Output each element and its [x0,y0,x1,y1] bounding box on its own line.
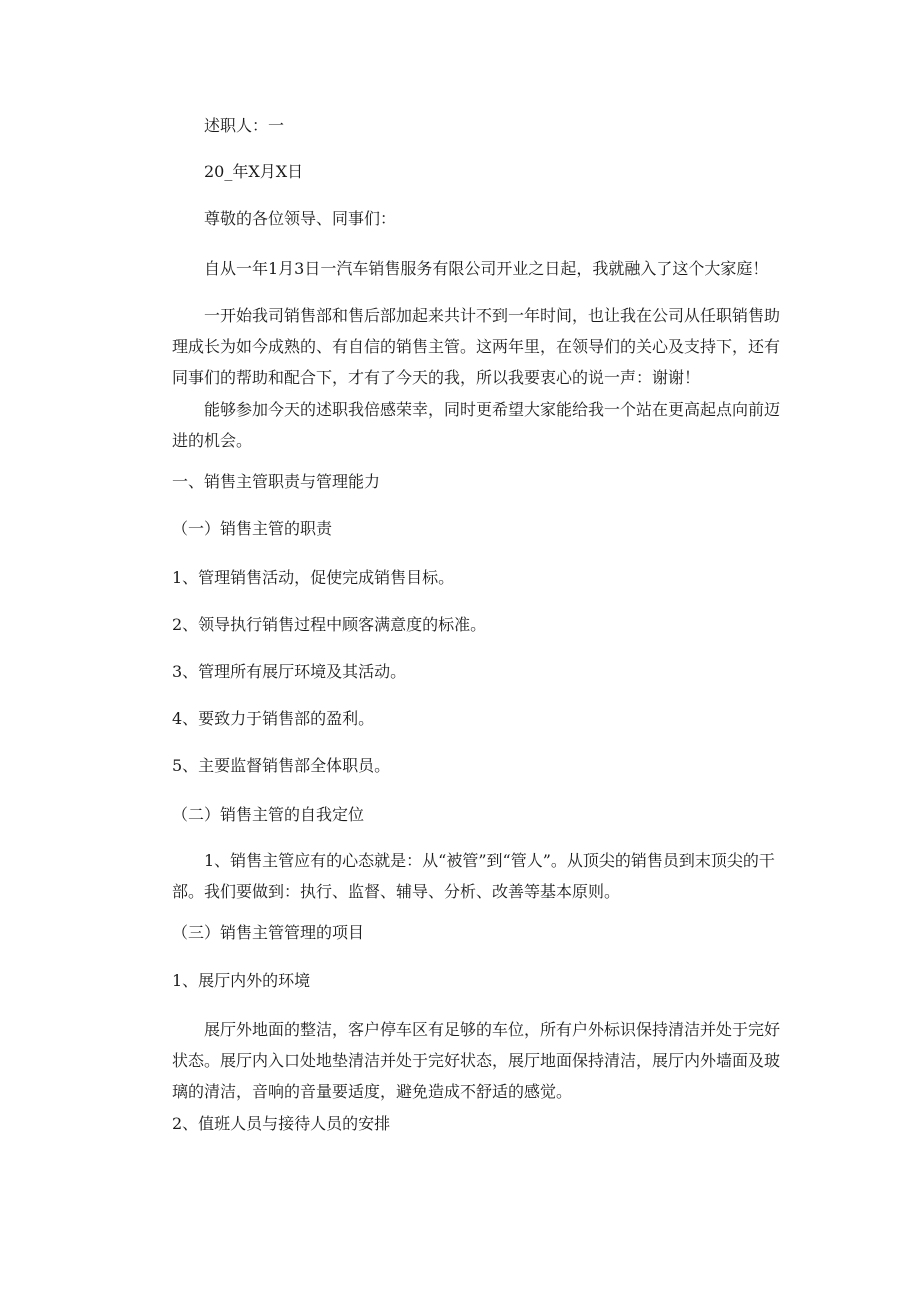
duty-item: 1、管理销售活动，促使完成销售目标。 [172,568,455,587]
item-1-paragraph: 展厅外地面的整洁，客户停车区有足够的车位，所有户外标识保持清洁并处于完好状态。展厅内入口处地垫清洁并处于完好状态，展厅地面保持清洁，展厅内外墙面及玻璃的清洁，音响的音量要适度，避免造成不舒适的感觉。 [172,1020,781,1101]
subsection-2-paragraph: 1、销售主管应有的心态就是：从“被管”到“管人”。从顶尖的销售员到末顶尖的干部。我们要做到：执行、监督、辅导、分析、改善等基本原则。 [172,851,775,901]
item-2-title: 2、值班人员与接待人员的安排 [172,1114,391,1133]
duty-item: 2、领导执行销售过程中顾客满意度的标准。 [172,615,487,634]
duty-item: 5、主要监督销售部全体职员。 [172,756,391,775]
salutation: 尊敬的各位领导、同事们： [204,209,397,228]
duty-item: 4、要致力于销售部的盈利。 [172,709,375,728]
subsection-3-title: （三）销售主管管理的项目 [172,923,365,942]
paragraph-intro-1: 自从一年1月3日一汽车销售服务有限公司开业之日起，我就融入了这个大家庭！ [204,259,769,278]
section-1-title: 一、销售主管职责与管理能力 [172,472,381,491]
author-line: 述职人：一 [204,116,285,135]
item-1-title: 1、展厅内外的环境 [172,971,311,990]
subsection-1-title: （一）销售主管的职责 [172,519,333,538]
subsection-2-title: （二）销售主管的自我定位 [172,805,365,824]
duty-item: 3、管理所有展厅环境及其活动。 [172,662,407,681]
date-line: 20_年X月X日 [204,162,304,181]
paragraph-intro-2: 一开始我司销售部和售后部加起来共计不到一年时间，也让我在公司从任职销售助理成长为如今成熟的、有自信的销售主管。这两年里，在领导们的关心及支持下，还有同事们的帮助和配合下，才有了今天的我，所以我要衷心的说一声：谢谢！ [172,306,781,387]
paragraph-intro-3: 能够参加今天的述职我倍感荣幸，同时更希望大家能给我一个站在更高起点向前迈进的机会。 [172,400,781,450]
